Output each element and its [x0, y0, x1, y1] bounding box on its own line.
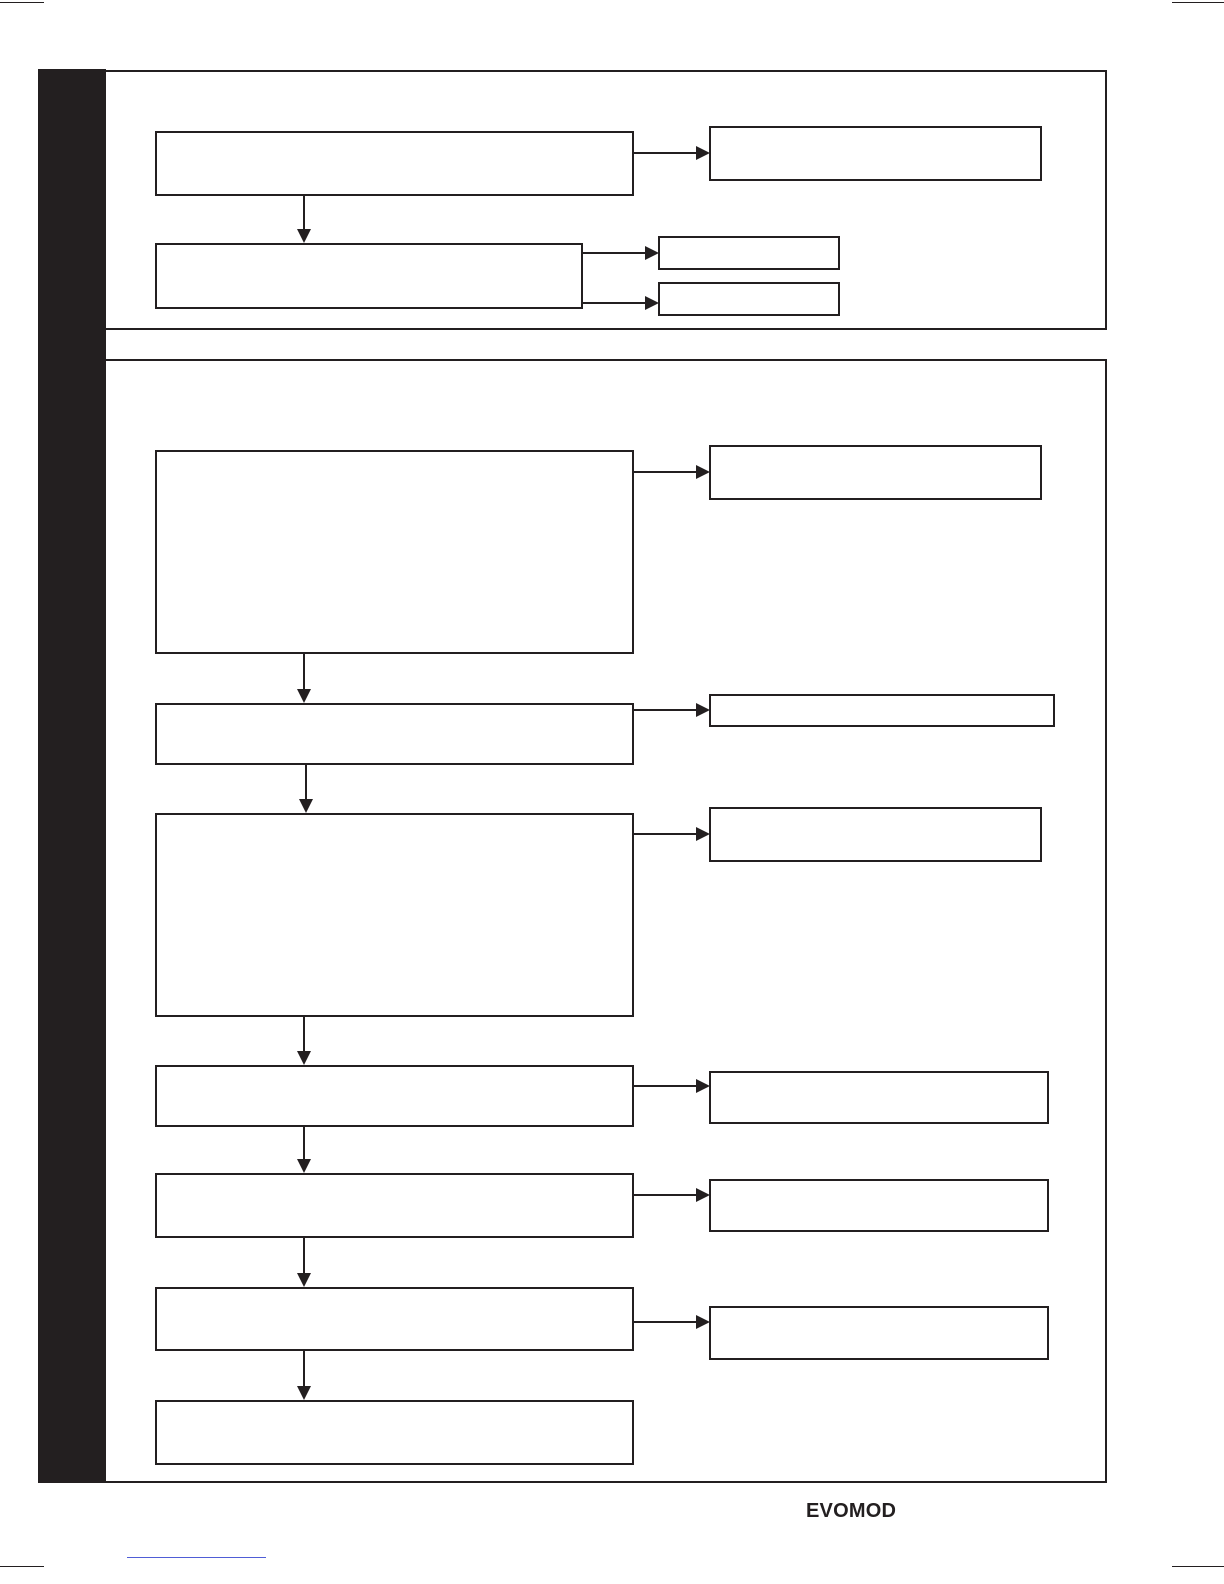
- bottom-arrow-4-right: [634, 1085, 696, 1087]
- bottom-result-2-box: [709, 694, 1055, 727]
- arrowhead-right-icon: [696, 465, 710, 479]
- arrowhead-down-icon: [297, 1159, 311, 1173]
- arrowhead-down-icon: [297, 1386, 311, 1400]
- bottom-arrow-4-down: [303, 1127, 305, 1160]
- bottom-arrow-1-down: [303, 654, 305, 690]
- bottom-step-5-box: [155, 1173, 634, 1238]
- bottom-arrow-6-right: [634, 1321, 696, 1323]
- bottom-arrow-3-down: [303, 1017, 305, 1052]
- top-step-1-box: [155, 131, 634, 196]
- arrowhead-right-icon: [696, 1188, 710, 1202]
- top-step-2-box: [155, 243, 583, 309]
- top-result-2a-box: [658, 236, 840, 270]
- crop-mark-top-right: [1172, 2, 1224, 3]
- bottom-step-2-box: [155, 703, 634, 765]
- bottom-result-1-box: [709, 445, 1042, 500]
- arrowhead-right-icon: [696, 1079, 710, 1093]
- bottom-step-3-box: [155, 813, 634, 1017]
- arrowhead-down-icon: [297, 689, 311, 703]
- bottom-arrow-5-right: [634, 1194, 696, 1196]
- bottom-arrow-5-down: [303, 1238, 305, 1274]
- top-arrow-2b-right: [583, 302, 645, 304]
- arrowhead-right-icon: [645, 296, 659, 310]
- arrowhead-down-icon: [297, 1051, 311, 1065]
- bottom-step-6-box: [155, 1287, 634, 1351]
- bottom-arrow-6-down: [303, 1351, 305, 1387]
- crop-mark-top-left: [0, 2, 44, 3]
- bottom-result-4-box: [709, 1071, 1049, 1124]
- top-result-1-box: [709, 126, 1042, 181]
- brand-logo-text: EVOMOD: [806, 1500, 897, 1522]
- top-arrow-1-down: [303, 196, 305, 230]
- arrowhead-right-icon: [696, 1315, 710, 1329]
- arrowhead-down-icon: [299, 799, 313, 813]
- arrowhead-right-icon: [696, 146, 710, 160]
- bottom-result-6-box: [709, 1306, 1049, 1360]
- footer-link-underline: [127, 1557, 266, 1558]
- side-tab-bar: [38, 69, 106, 1483]
- arrowhead-right-icon: [645, 246, 659, 260]
- crop-mark-bottom-right: [1172, 1566, 1224, 1567]
- bottom-result-5-box: [709, 1179, 1049, 1232]
- bottom-step-1-box: [155, 450, 634, 654]
- top-arrow-1-right: [634, 152, 696, 154]
- bottom-arrow-1-right: [634, 471, 696, 473]
- bottom-arrow-3-right: [634, 833, 696, 835]
- bottom-arrow-2-right: [634, 709, 696, 711]
- crop-mark-bottom-left: [0, 1566, 44, 1567]
- bottom-step-4-box: [155, 1065, 634, 1127]
- top-arrow-2a-right: [583, 252, 645, 254]
- top-result-2b-box: [658, 282, 840, 316]
- arrowhead-down-icon: [297, 1273, 311, 1287]
- arrowhead-right-icon: [696, 827, 710, 841]
- arrowhead-right-icon: [696, 703, 710, 717]
- bottom-result-3-box: [709, 807, 1042, 862]
- bottom-step-7-box: [155, 1400, 634, 1465]
- arrowhead-down-icon: [297, 229, 311, 243]
- bottom-arrow-2-down: [305, 765, 307, 800]
